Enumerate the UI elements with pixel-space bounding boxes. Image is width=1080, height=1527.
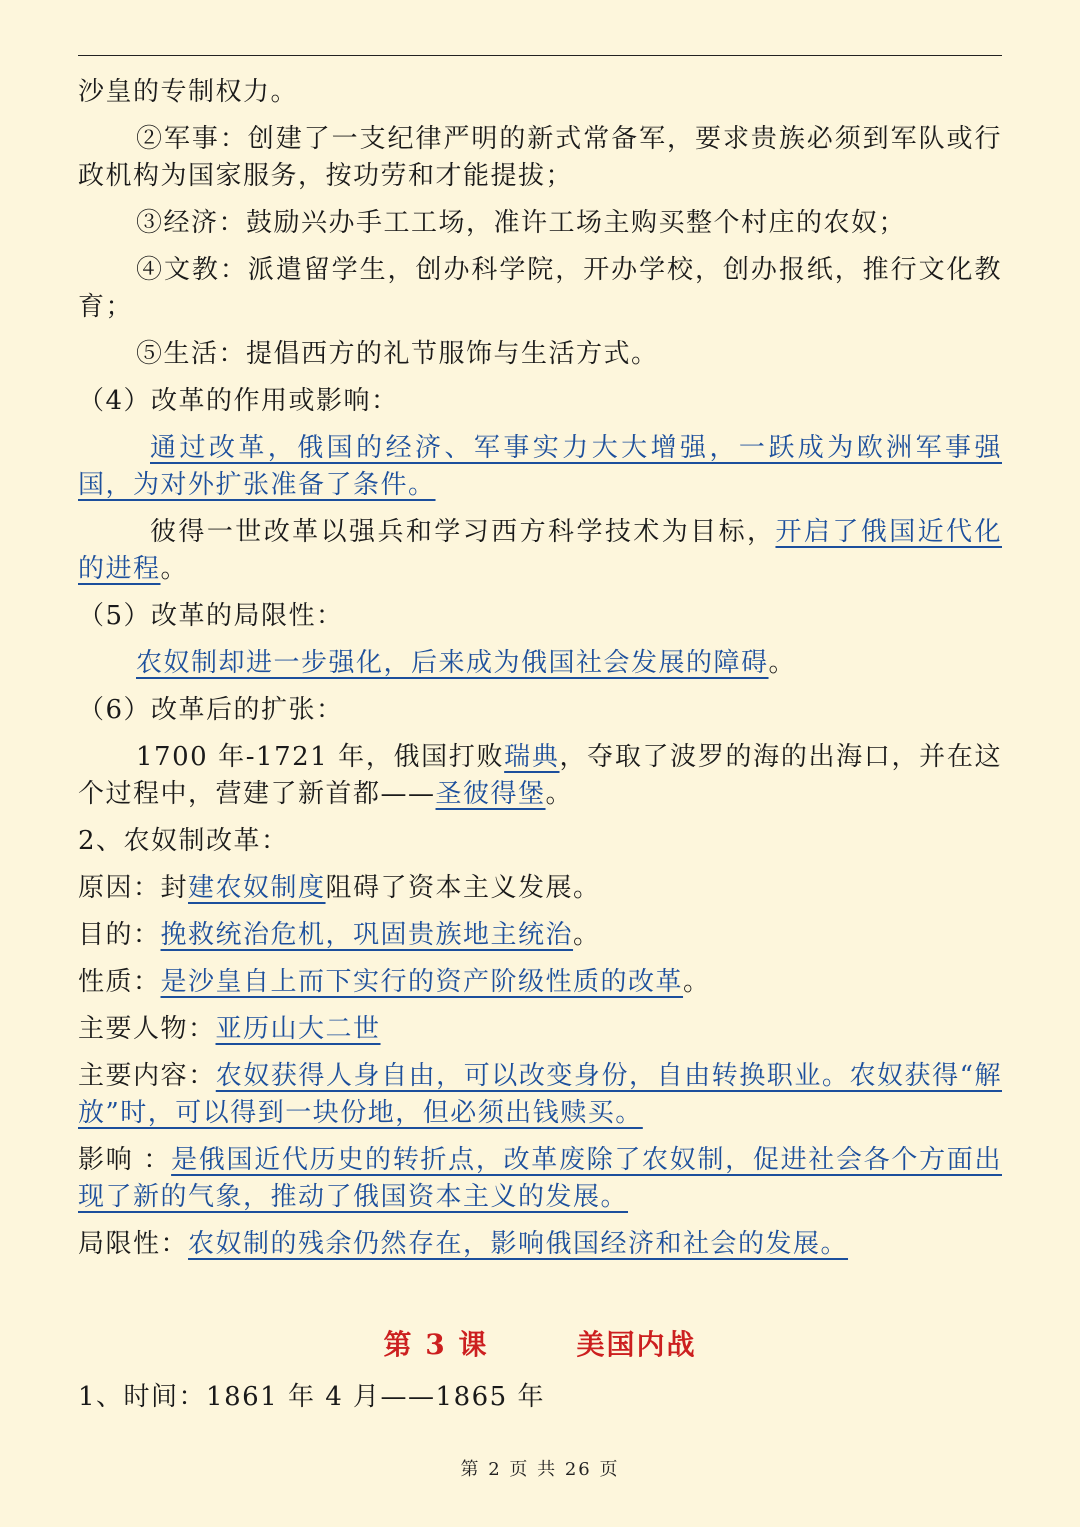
paragraph-peter (78, 514, 1002, 588)
answer-text: 建农奴制度 (188, 873, 326, 903)
heading-influence: （4）改革的作用或影响： (78, 386, 399, 416)
label: 性质： (78, 967, 161, 997)
answer-influence (78, 430, 1002, 504)
lesson-title: 美国内战 (576, 1328, 697, 1361)
answer-text: 通过改革，俄国的经济、军事实力大大增强，一跃成为欧洲军事强国，为对外扩张准备了条件。 (78, 433, 1002, 500)
label: 主要内容： (78, 1061, 216, 1091)
row-content (78, 1058, 1002, 1132)
heading-expansion: （6）改革后的扩张： (78, 695, 344, 725)
answer-text: 农奴制的残余仍然存在，影响俄国经济和社会的发展。 (188, 1229, 849, 1259)
answer-text: 亚历山大二世 (215, 1014, 381, 1044)
paragraph-time: 1、时间：1861 年 4 月——1865 年 (78, 1382, 545, 1412)
lesson-heading (78, 1323, 1002, 1363)
paragraph-military: ②军事：创建了一支纪律严明的新式常备军，要求贵族必须到军队或行政机构为国家服务，按功劳和才能提拔； (78, 124, 1002, 191)
text: 。 (160, 554, 189, 584)
row-cause (78, 870, 1002, 907)
answer-text: 是沙皇自上而下实行的资产阶级性质的改革 (160, 967, 684, 997)
answer-text: 农奴获得人身自由，可以改变身份，自由转换职业。农奴获得“解放”时，可以得到一块份地，但必须出钱赎买。 (78, 1061, 1002, 1128)
label: 原因：封 (78, 873, 189, 903)
answer-text: 挽救统治危机，巩固贵族地主统治 (160, 920, 574, 950)
page-content (78, 74, 1002, 1426)
row-person (78, 1011, 1002, 1048)
answer-text: 农奴制却进一步强化，后来成为俄国社会发展的障碍 (136, 648, 769, 678)
heading-serfdom-reform: 2、农奴制改革： (78, 826, 289, 856)
text: 阻碍了资本主义发展。 (325, 873, 601, 903)
heading-limitation: （5）改革的局限性： (78, 601, 344, 631)
answer-limitation (78, 645, 1002, 682)
answer-text: 圣彼得堡 (435, 779, 546, 809)
answer-text: 开启了俄国近代化的进程 (78, 517, 1002, 584)
paragraph-expansion (78, 739, 1002, 813)
text: 。 (573, 920, 601, 950)
lesson-number: 第 3 课 (383, 1328, 489, 1361)
paragraph: 沙皇的专制权力。 (78, 77, 299, 107)
row-nature (78, 964, 1002, 1001)
text: 1700 年-1721 年，俄国打败 (136, 742, 505, 772)
text: 。 (768, 648, 797, 678)
label: 主要人物： (78, 1014, 216, 1044)
text: 。 (683, 967, 711, 997)
page-footer: 第 2 页 共 26 页 (460, 1459, 620, 1480)
label: 影响 ： (78, 1145, 172, 1175)
label: 目的： (78, 920, 161, 950)
row-goal (78, 917, 1002, 954)
answer-text: 瑞典 (504, 742, 560, 772)
text: ，夺取了波罗的海的出海口，并在这个过程中，营建了新首都—— (78, 742, 1002, 809)
paragraph-life: ⑤生活：提倡西方的礼节服饰与生活方式。 (136, 339, 659, 369)
header-rule (78, 55, 1002, 56)
paragraph-education: ④文教：派遣留学生，创办科学院，开办学校，创办报纸，推行文化教育； (78, 255, 1002, 322)
answer-text: 是俄国近代历史的转折点，改革废除了农奴制，促进社会各个方面出现了新的气象，推动了俄国资本主义的发展。 (78, 1145, 1002, 1212)
paragraph-economy: ③经济：鼓励兴办手工工场，准许工场主购买整个村庄的农奴； (136, 208, 907, 238)
row-impact (78, 1142, 1002, 1216)
text: 彼得一世改革以强兵和学习西方科学技术为目标， (150, 517, 776, 547)
text: 。 (545, 779, 574, 809)
label: 局限性： (78, 1229, 189, 1259)
row-limit (78, 1226, 1002, 1263)
